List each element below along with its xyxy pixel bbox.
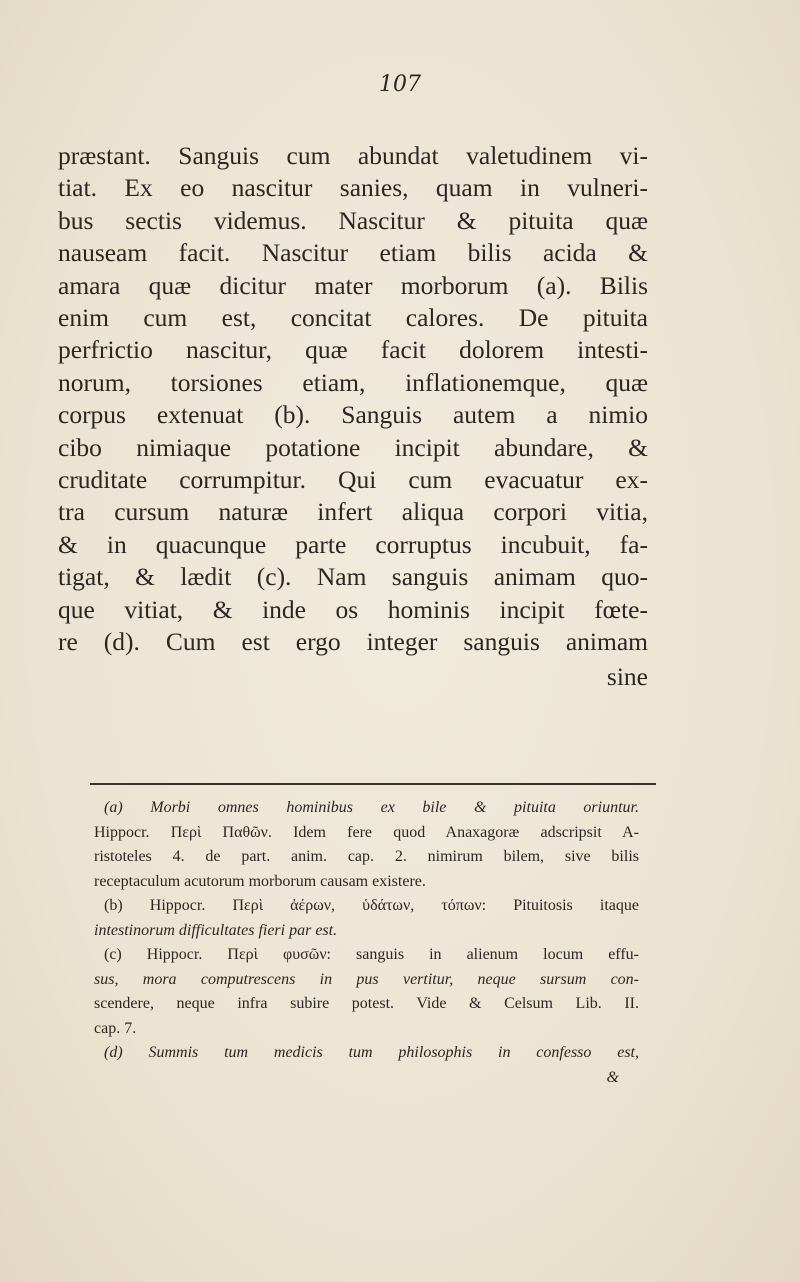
catchword: sine — [606, 661, 648, 691]
text-line: nauseam facit. Nascitur etiam bilis acida & — [58, 238, 648, 268]
text-line: & in quacunque parte corruptus incubuit, fa- — [58, 529, 648, 559]
text-line: tigat, & lædit (c). Nam sanguis animam quo- — [58, 562, 648, 592]
text-line: tra cursum naturæ infert aliqua corpori vitia, — [58, 497, 648, 527]
footnote-line: receptaculum acutorum morborum causam existere. — [94, 872, 426, 890]
footnote-line: scendere, neque infra subire potest. Vide & Celsum Lib. II. — [94, 995, 639, 1012]
text-line: cibo nimiaque potatione incipit abundare, & — [58, 432, 648, 462]
footnote-line: (c) Hippocr. Περὶ φυσῶν: sanguis in alienum locum effu- — [104, 946, 639, 963]
text-line: cruditate corrumpitur. Qui cum evacuatur ex- — [58, 465, 648, 495]
text-line: que vitiat, & inde os hominis incipit fœte- — [58, 594, 648, 624]
footnote-line: & — [606, 1068, 619, 1086]
footnotes — [94, 796, 639, 1090]
text-line: corpus extenuat (b). Sanguis autem a nimio — [58, 400, 648, 430]
text-line: tiat. Ex eo nascitur sanies, quam in vulneri- — [58, 173, 648, 203]
footnote-line: ristoteles 4. de part. anim. cap. 2. nimirum bilem, sive bilis — [94, 848, 639, 865]
footnote-line: Hippocr. Περὶ Παθῶν. Idem fere quod Anaxagoræ adscripsit A- — [94, 823, 639, 841]
text-line: amara quæ dicitur mater morborum (a). Bilis — [58, 270, 648, 300]
footnote-line: sus, mora computrescens in pus vertitur, neque sursum con- — [94, 970, 639, 988]
page-number: 107 — [379, 72, 421, 97]
text-line: enim cum est, concitat calores. De pituita — [58, 303, 648, 333]
footnote-line: (a) Morbi omnes hominibus ex bile & pituita oriuntur. — [104, 799, 639, 816]
footnote-line: (d) Summis tum medicis tum philosophis in confesso est, — [104, 1044, 639, 1061]
footnote-line: intestinorum difficultates fieri par est. — [94, 921, 338, 939]
footnote-rule — [90, 783, 656, 785]
text-line: re (d). Cum est ergo integer sanguis animam — [58, 627, 648, 657]
footnote-line: cap. 7. — [94, 1019, 137, 1037]
text-line: bus sectis videmus. Nascitur & pituita quæ — [58, 205, 648, 235]
text-line: norum, torsiones etiam, inflationemque, quæ — [58, 367, 648, 397]
text-line: perfrictio nascitur, quæ facit dolorem intesti- — [58, 335, 648, 365]
footnote-line: (b) Hippocr. Περὶ ἀέρων, ὑδάτων, τόπων: Pituitosis itaque — [104, 897, 639, 914]
text-line: præstant. Sanguis cum abundat valetudinem vi- — [58, 141, 648, 170]
main-text — [58, 140, 648, 693]
